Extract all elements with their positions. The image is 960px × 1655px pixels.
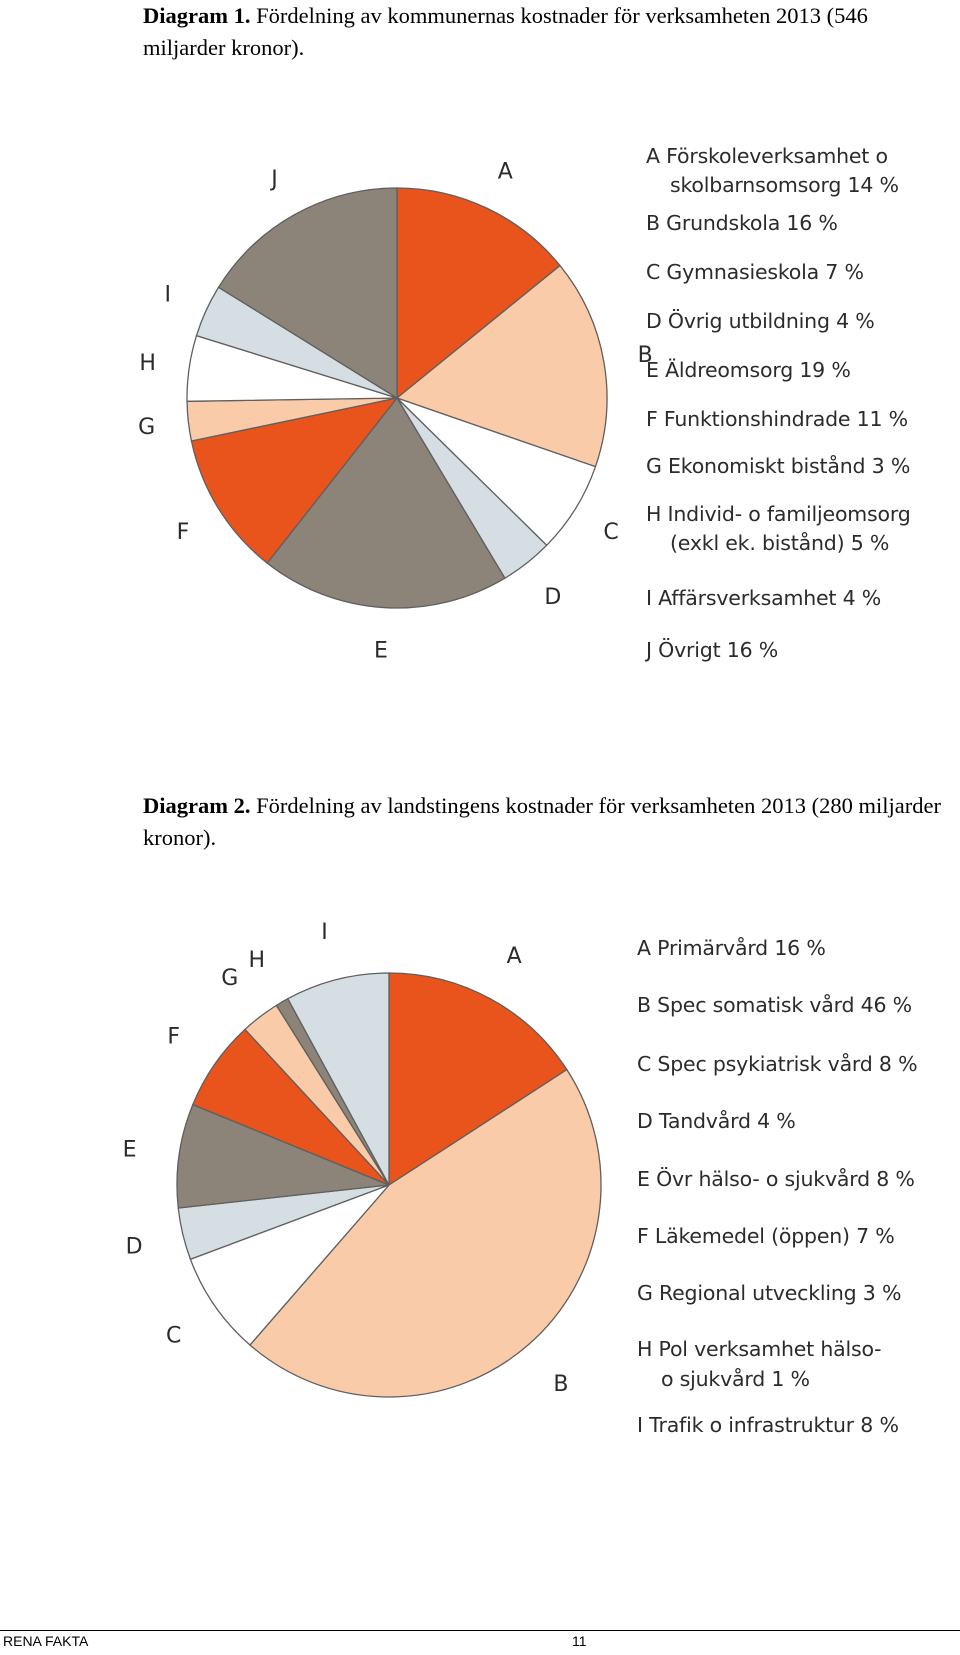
diagram-1-label: Diagram 1. <box>143 3 251 28</box>
pie1-legend-c: C Gymnasieskola 7 % <box>646 260 864 284</box>
pie2-legend-h-line2: o sjukvård 1 % <box>661 1367 810 1391</box>
pie1-legend-h: H Individ- o familjeomsorg <box>646 502 911 526</box>
pie2-slice-label-g: G <box>221 965 239 991</box>
pie1-slice-label-e: E <box>374 638 388 664</box>
pie1-legend-j: J Övrigt 16 % <box>646 638 779 662</box>
pie1-legend-b: B Grundskola 16 % <box>646 211 838 235</box>
pie1-slice-label-a: A <box>497 159 513 185</box>
diagram-2-label: Diagram 2. <box>143 793 251 818</box>
pie1-slice-label-b: B <box>637 343 653 369</box>
pie1-legend-a-line2: skolbarnsomsorg 14 % <box>670 173 899 197</box>
pie2-legend-i: I Trafik o infrastruktur 8 % <box>637 1413 899 1437</box>
pie1-slice-label-h: H <box>139 351 156 377</box>
pie2-legend-c: C Spec psykiatrisk vård 8 % <box>637 1052 918 1076</box>
footer-publication: RENA FAKTA <box>3 1633 89 1649</box>
pie1-slice-label-c: C <box>603 519 619 545</box>
footer-rule <box>0 1630 960 1631</box>
pie2-slice-label-a: A <box>506 943 522 969</box>
pie2-slice-label-d: D <box>125 1234 143 1260</box>
pie1-legend-d: D Övrig utbildning 4 % <box>646 309 875 333</box>
pie1-legend-i: I Affärsverksamhet 4 % <box>646 586 882 610</box>
diagram-2-title: Fördelning av landstingens kostnader för verksamheten 2013 (280 miljarder kronor). <box>143 793 941 850</box>
pie1-legend-f: F Funktionshindrade 11 % <box>646 407 908 431</box>
pie2-legend-d: D Tandvård 4 % <box>637 1109 796 1133</box>
pie1-slice-label-g: G <box>138 414 156 440</box>
pie2-slice-label-i: I <box>321 920 328 946</box>
pie2-legend-b: B Spec somatisk vård 46 % <box>637 993 912 1017</box>
pie2-slice-label-b: B <box>553 1371 569 1397</box>
pie1-slice-label-j: J <box>271 166 278 192</box>
pie2-legend-e: E Övr hälso- o sjukvård 8 % <box>637 1167 915 1191</box>
pie1-slice-label-i: I <box>164 282 172 308</box>
pie2-legend-h: H Pol verksamhet hälso- <box>637 1337 882 1361</box>
pie2-slice-label-e: E <box>122 1137 137 1163</box>
pie2-slice-label-f: F <box>167 1024 181 1050</box>
pie2-legend-f: F Läkemedel (öppen) 7 % <box>637 1224 895 1248</box>
pie1-legend-e: E Äldreomsorg 19 % <box>646 358 851 382</box>
pie1-slice-label-d: D <box>544 585 562 611</box>
pie2-slice-label-c: C <box>166 1323 182 1349</box>
pie1-slice-label-f: F <box>176 519 190 545</box>
diagram-1-title: Fördelning av kommunernas kostnader för verksamheten 2013 (546 miljarder kronor). <box>143 3 868 60</box>
footer-page-number: 11 <box>572 1633 587 1649</box>
pie2-legend-a: A Primärvård 16 % <box>637 936 826 960</box>
pie1-legend-g: G Ekonomiskt bistånd 3 % <box>646 454 911 478</box>
pie2-legend-g: G Regional utveckling 3 % <box>637 1281 902 1305</box>
pie2-slice-label-h: H <box>248 947 266 973</box>
pie1-legend-a: A Förskoleverksamhet o <box>646 144 888 168</box>
pie1-legend-h-line2: (exkl ek. bistånd) 5 % <box>670 531 890 555</box>
